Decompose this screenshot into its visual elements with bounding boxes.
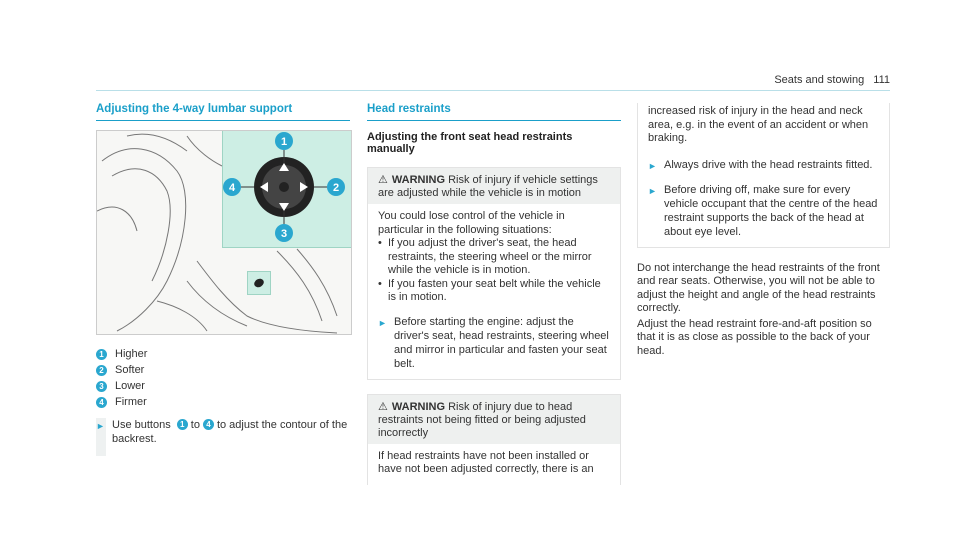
head-restraints-heading: Head restraints [367, 103, 621, 121]
legend-label: Higher [115, 348, 148, 360]
legend-number: 1 [96, 349, 107, 360]
callout-2: 2 [332, 182, 340, 194]
callout-4: 4 [228, 182, 236, 194]
subheading: Adjusting the front seat head restraints manually [367, 131, 573, 155]
legend-item [96, 394, 147, 410]
lumbar-step [96, 418, 352, 446]
legend-label: Lower [115, 380, 145, 392]
section-title: Seats and stowing [774, 74, 865, 86]
step-arrow-icon: ► [648, 160, 657, 171]
step-arrow-icon: ► [648, 185, 657, 196]
lumbar-figure [96, 130, 352, 335]
legend-label: Softer [115, 364, 145, 376]
warning-header: ⚠ WARNING Risk of injury due to head restraints not being fitted or being adjusted incorrectly [368, 395, 620, 444]
legend-number: 2 [96, 365, 107, 376]
legend-number: 3 [96, 381, 107, 392]
step-arrow-icon: ► [96, 421, 105, 431]
step-text: Use buttons 1 to 4 to adjust the contour of the backrest. [112, 419, 348, 445]
column-head-restraints [367, 103, 621, 485]
callout-3: 3 [280, 228, 288, 240]
warning-bullet: • If you fasten your seat belt while the vehicle is in motion. [378, 277, 601, 303]
paragraph: Do not interchange the head restraints of the front and rear seats. Otherwise, you will not be able to adjust the height and angle of the head restraints correctly. [637, 261, 880, 314]
seat-switch-closeup [247, 271, 271, 295]
lumbar-legend [96, 346, 147, 410]
warning-continued-text: increased risk of injury in the head and neck area, e.g. in the event of an accident or when braking. [648, 105, 869, 144]
warning-intro: You could lose control of the vehicle in particular in the following situations: [378, 210, 565, 236]
callout-1: 1 [280, 136, 288, 148]
paragraph: Adjust the head restraint fore-and-aft position so that it is as close as possible to the back of your head. [637, 317, 872, 357]
legend-item [96, 378, 147, 394]
header-rule [96, 90, 890, 91]
warning-step: ► Before driving off, make sure for every vehicle occupant that the centre of the head restraint supports the back of the head at about eye level. [648, 183, 878, 238]
legend-label: Firmer [115, 396, 147, 408]
warning-continuation [637, 103, 890, 248]
warning-step: ► Always drive with the head restraints fitted. [648, 158, 873, 171]
warning-triangle-icon: ⚠ [378, 400, 388, 413]
warning-box-2 [367, 394, 621, 485]
lumbar-switch-icon [223, 131, 352, 247]
legend-number: 4 [96, 397, 107, 408]
column-lumbar [96, 103, 350, 121]
legend-item [96, 362, 147, 378]
warning-body [368, 204, 620, 379]
column-continued [637, 103, 890, 358]
warning-body: If head restraints have not been installed or have not been adjusted correctly, there is an [378, 449, 594, 475]
running-header [774, 74, 890, 86]
legend-item [96, 346, 147, 362]
switch-knob-icon [248, 272, 270, 294]
step-arrow-icon: ► [378, 317, 387, 328]
lumbar-heading: Adjusting the 4-way lumbar support [96, 103, 350, 121]
warning-bullet: • If you adjust the driver's seat, the head restraints, the steering wheel or the mirror while the vehicle is in motion. [378, 237, 592, 276]
warning-header: ⚠ WARNING Risk of injury if vehicle settings are adjusted while the vehicle is in motion [368, 168, 620, 204]
page-number: 111 [873, 74, 890, 86]
warning-step: ► Before starting the engine: adjust the driver's seat, head restraints, steering wheel and mirror in particular and fasten your seat belt. [378, 315, 609, 370]
warning-box-1 [367, 167, 621, 380]
lumbar-switch-inset [222, 131, 352, 248]
warning-triangle-icon: ⚠ [378, 174, 388, 186]
